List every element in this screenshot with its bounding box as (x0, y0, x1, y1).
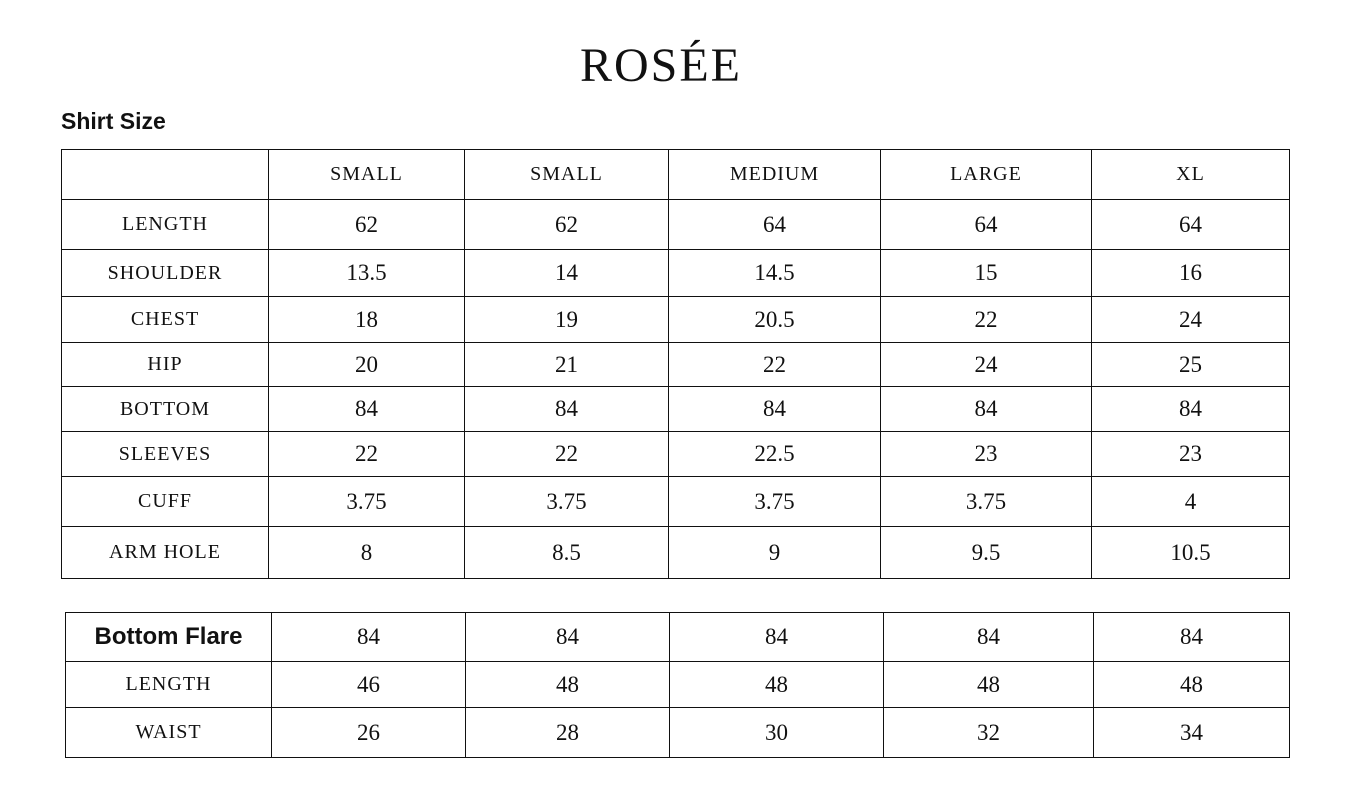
table-cell: 64 (669, 200, 881, 250)
table-cell: 23 (881, 432, 1092, 477)
table-cell: 24 (881, 343, 1092, 387)
table-cell: 24 (1092, 297, 1290, 343)
table-cell: 32 (884, 708, 1094, 758)
table-cell: 64 (1092, 200, 1290, 250)
table-cell: 28 (466, 708, 670, 758)
row-label-length: LENGTH (66, 662, 272, 708)
table-row (62, 527, 1290, 579)
table-cell: 14.5 (669, 250, 881, 297)
row-label-hip: HIP (62, 343, 269, 387)
header-cell-medium: MEDIUM (669, 150, 881, 200)
header-cell-small: SMALL (269, 150, 465, 200)
table-cell: 84 (269, 387, 465, 432)
table-cell: 22 (269, 432, 465, 477)
row-label-waist: WAIST (66, 708, 272, 758)
row-label-length: LENGTH (62, 200, 269, 250)
table-cell: 62 (465, 200, 669, 250)
table-cell: 84 (465, 387, 669, 432)
table-cell: 22 (881, 297, 1092, 343)
table-row (62, 432, 1290, 477)
table-cell: 9 (669, 527, 881, 579)
header-cell-xl: XL (1092, 150, 1290, 200)
table-cell: 23 (1092, 432, 1290, 477)
header-cell-large: LARGE (881, 150, 1092, 200)
table-row (62, 297, 1290, 343)
table-cell: 15 (881, 250, 1092, 297)
table-row (62, 343, 1290, 387)
table-cell: 84 (670, 613, 884, 662)
table-cell: 20 (269, 343, 465, 387)
table-cell: 84 (272, 613, 466, 662)
table-row (62, 200, 1290, 250)
table-cell: 48 (1094, 662, 1290, 708)
row-label-sleeves: SLEEVES (62, 432, 269, 477)
row-label-shoulder: SHOULDER (62, 250, 269, 297)
table-cell: 62 (269, 200, 465, 250)
table-cell: 20.5 (669, 297, 881, 343)
table-cell: 8 (269, 527, 465, 579)
row-label-cuff: CUFF (62, 477, 269, 527)
row-label-chest: CHEST (62, 297, 269, 343)
table-cell: 84 (1094, 613, 1290, 662)
table-cell: 84 (884, 613, 1094, 662)
table-cell: 9.5 (881, 527, 1092, 579)
shirt-size-table (61, 149, 1290, 579)
table-cell: 26 (272, 708, 466, 758)
table-cell: 3.75 (669, 477, 881, 527)
table-cell: 22.5 (669, 432, 881, 477)
table-header-row (62, 150, 1290, 200)
table-cell: 3.75 (881, 477, 1092, 527)
row-label-arm-hole: ARM HOLE (62, 527, 269, 579)
table-cell: 84 (466, 613, 670, 662)
header-cell-small-2: SMALL (465, 150, 669, 200)
table-row (62, 250, 1290, 297)
table-cell: 84 (669, 387, 881, 432)
table-cell: 30 (670, 708, 884, 758)
table-cell: 16 (1092, 250, 1290, 297)
brand-logo-text: ROSÉE (579, 39, 742, 92)
table-row (66, 613, 1290, 662)
row-label-bottom-flare: Bottom Flare (66, 613, 272, 662)
table-cell: 22 (465, 432, 669, 477)
table-cell: 84 (1092, 387, 1290, 432)
shirt-size-heading: Shirt Size (61, 108, 166, 134)
table-cell: 14 (465, 250, 669, 297)
bottom-size-table (65, 612, 1290, 758)
table-cell: 84 (881, 387, 1092, 432)
table-cell: 21 (465, 343, 669, 387)
table-cell: 64 (881, 200, 1092, 250)
table-cell: 46 (272, 662, 466, 708)
table-cell: 48 (670, 662, 884, 708)
table-cell: 25 (1092, 343, 1290, 387)
table-cell: 10.5 (1092, 527, 1290, 579)
table-row (66, 708, 1290, 758)
table-cell: 4 (1092, 477, 1290, 527)
table-row (66, 662, 1290, 708)
table-cell: 22 (669, 343, 881, 387)
table-cell: 8.5 (465, 527, 669, 579)
table-cell: 13.5 (269, 250, 465, 297)
table-cell: 34 (1094, 708, 1290, 758)
table-cell: 3.75 (269, 477, 465, 527)
table-row (62, 387, 1290, 432)
table-row (62, 477, 1290, 527)
table-cell: 48 (466, 662, 670, 708)
table-cell: 48 (884, 662, 1094, 708)
header-cell-blank (62, 150, 269, 200)
row-label-bottom: BOTTOM (62, 387, 269, 432)
table-cell: 3.75 (465, 477, 669, 527)
table-cell: 19 (465, 297, 669, 343)
table-cell: 18 (269, 297, 465, 343)
